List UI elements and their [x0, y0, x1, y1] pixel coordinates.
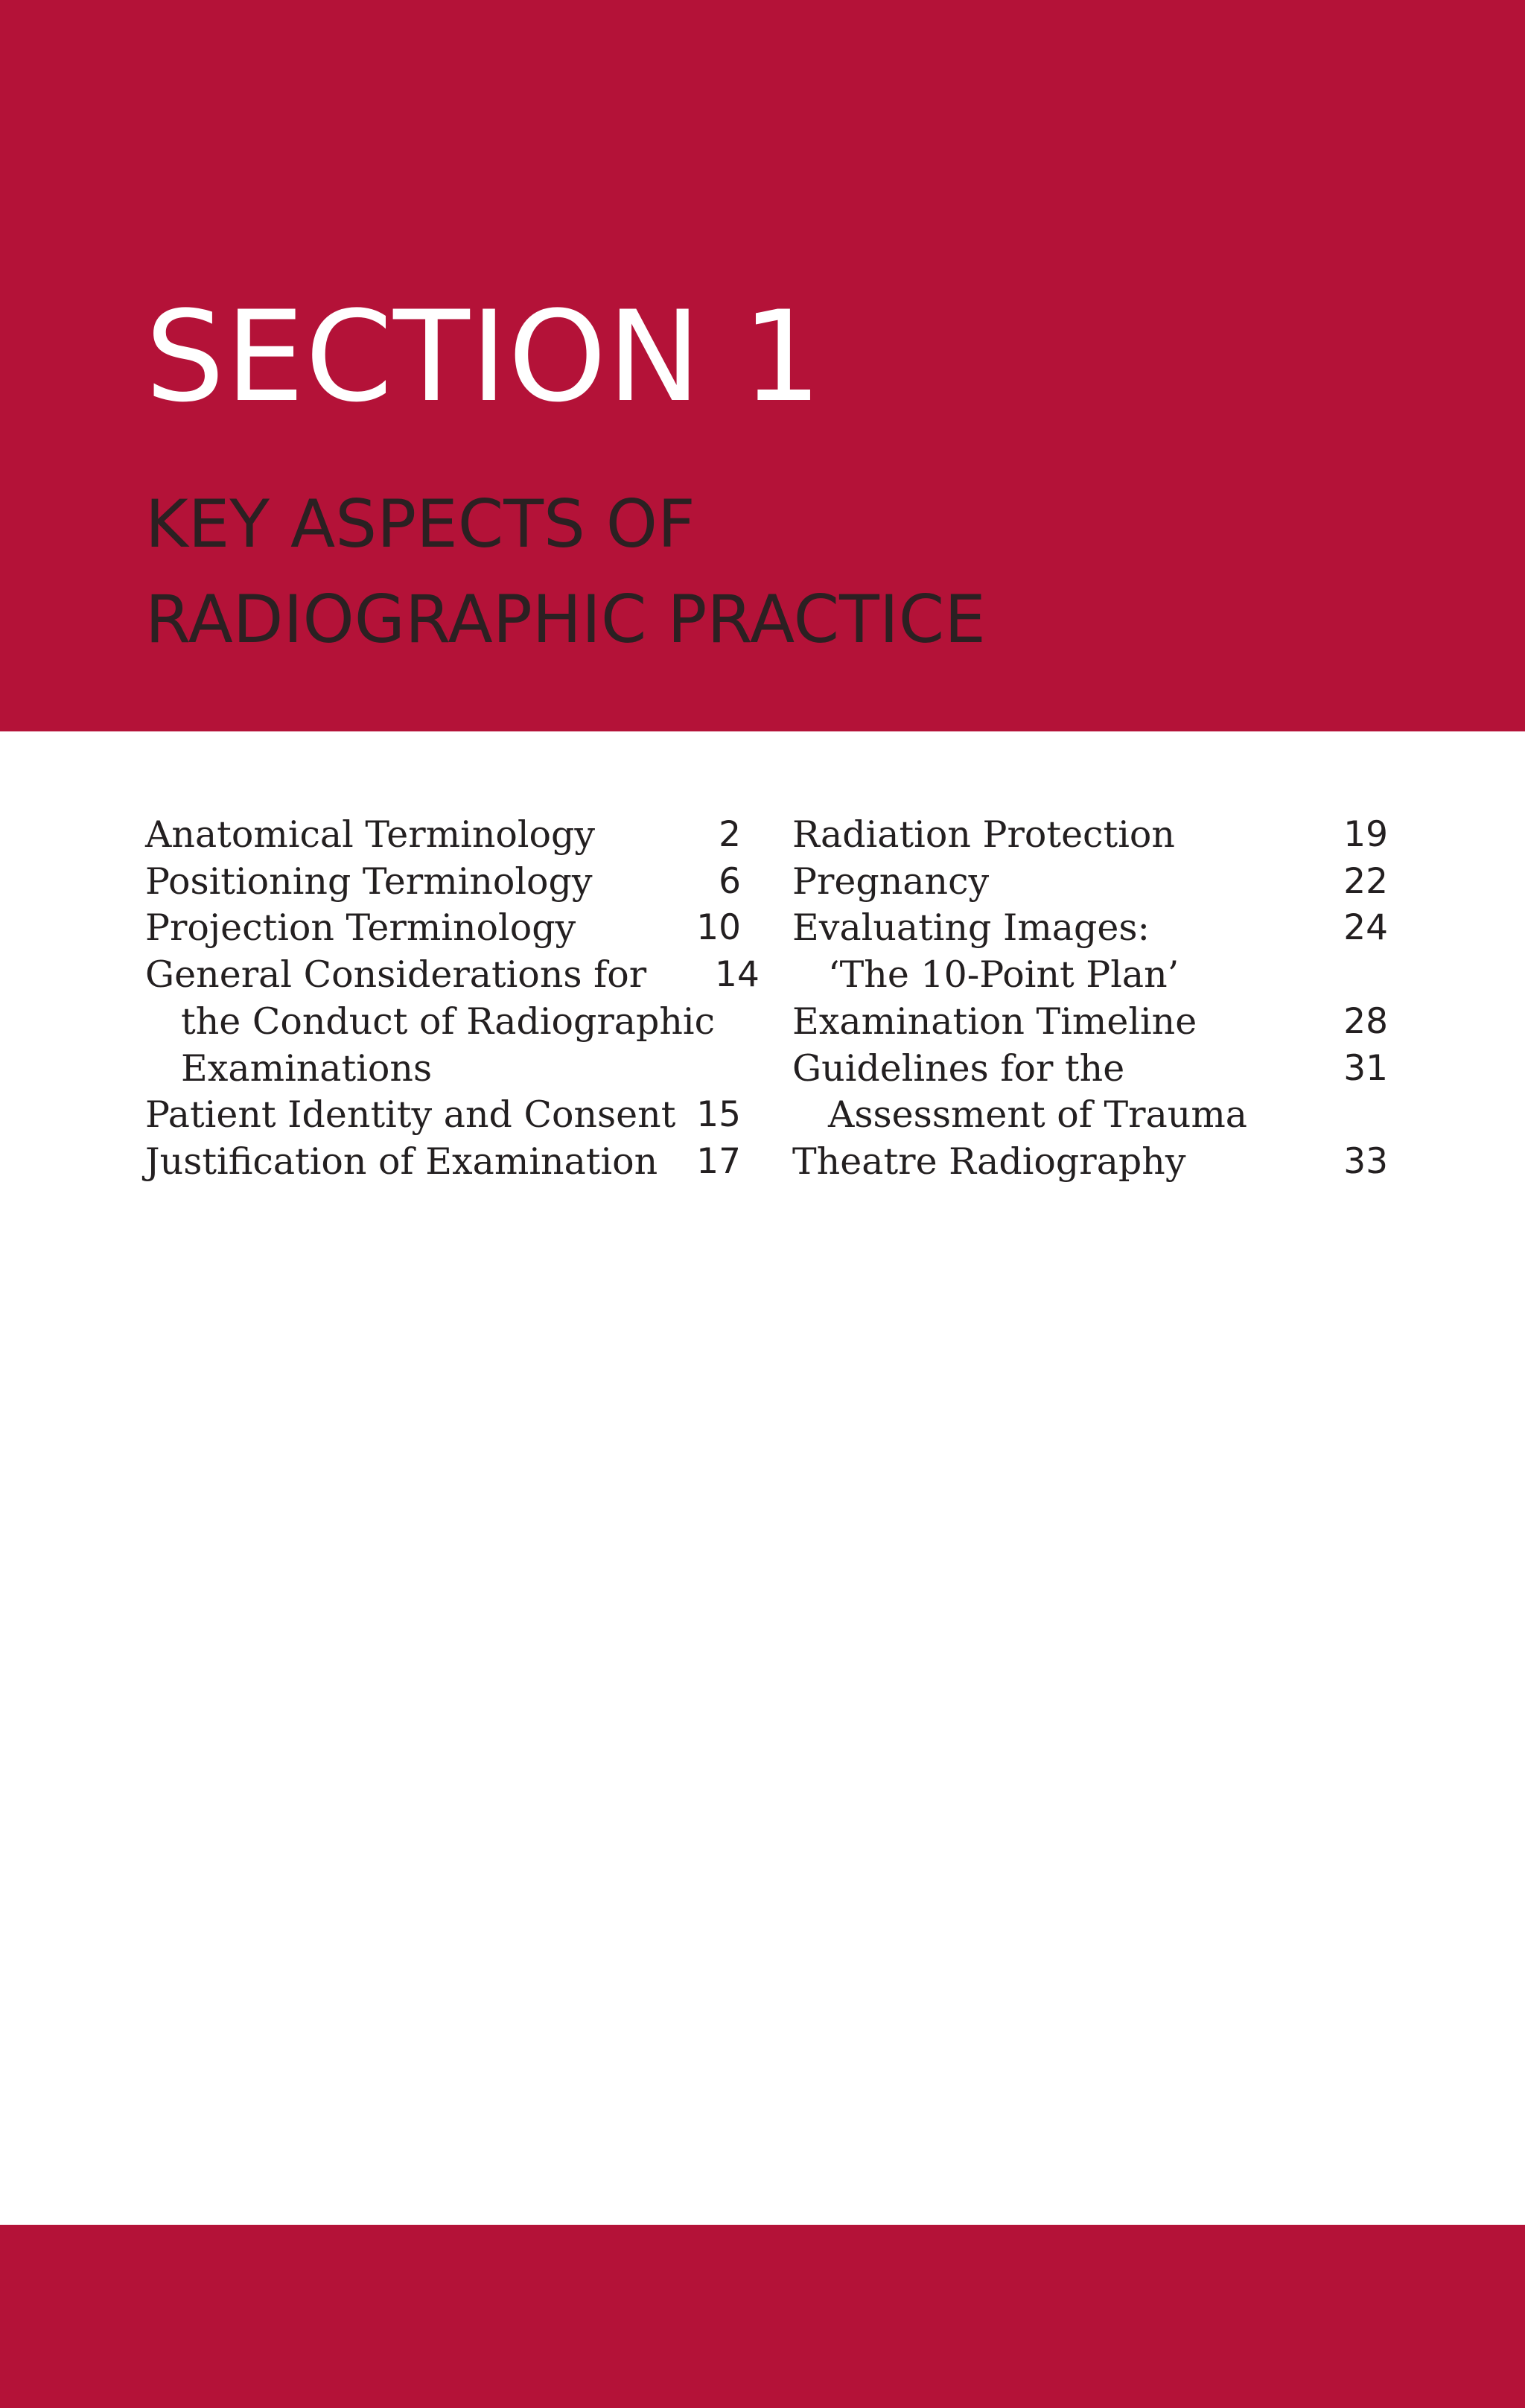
- toc-entry-title: [145, 812, 595, 859]
- toc-entry: [145, 905, 741, 952]
- toc-entry: [792, 999, 1388, 1046]
- toc-column-right: [792, 812, 1388, 1186]
- toc-entry-title-line: Assessment of Trauma: [828, 1093, 1248, 1137]
- section-number: SECTION 1: [145, 284, 823, 430]
- toc-entry-title: [145, 952, 715, 1092]
- toc-entry: [792, 859, 1388, 906]
- toc-entry-page-number: 19: [1343, 814, 1388, 855]
- toc-entry-title: [145, 1139, 658, 1186]
- toc-entry-title-line: Radiation Protection: [792, 813, 1175, 856]
- header-band: [0, 0, 1525, 731]
- toc-entry-title-line: Evaluating Images:: [792, 906, 1150, 950]
- toc-entry-title: [792, 859, 989, 906]
- toc-entry-page-number: 10: [696, 907, 741, 949]
- toc-entry-title-line: Examination Timeline: [792, 1000, 1197, 1043]
- toc-entry-page-number: 24: [1343, 907, 1388, 949]
- toc-entry-page-number: 14: [715, 954, 760, 996]
- toc-entry-title-line: the Conduct of Radiographic: [181, 1000, 716, 1043]
- toc-entry-title-line: Pregnancy: [792, 860, 990, 903]
- section-title: [145, 477, 986, 667]
- toc-entry-page-number: 15: [696, 1094, 741, 1136]
- toc-entry-page-number: 28: [1343, 1000, 1388, 1042]
- toc-entry-title: [145, 905, 576, 952]
- toc-entry-title-line: Theatre Radiography: [792, 1140, 1186, 1183]
- toc-entry-title-line: Positioning Terminology: [145, 860, 593, 903]
- toc-entry: [145, 1139, 741, 1186]
- toc-entry-page-number: 6: [719, 860, 741, 902]
- section-title-line-2: RADIOGRAPHIC PRACTICE: [145, 581, 986, 658]
- toc-entry-title-line: Justification of Examination: [145, 1140, 658, 1183]
- toc-entry: [145, 812, 741, 859]
- toc-entry-title-line: Patient Identity and Consent: [145, 1093, 676, 1137]
- toc-entry-page-number: 17: [696, 1140, 741, 1182]
- toc-entry-title-line: Projection Terminology: [145, 906, 576, 950]
- toc-entry-page-number: 33: [1343, 1140, 1388, 1182]
- toc-column-left: [145, 812, 760, 1186]
- toc-entry-title: [792, 1046, 1247, 1139]
- toc-entry-page-number: 22: [1343, 860, 1388, 902]
- section-title-line-1: KEY ASPECTS OF: [145, 486, 695, 562]
- toc-entry: [145, 952, 760, 1092]
- toc-entry: [792, 812, 1388, 859]
- toc-entry-page-number: 2: [719, 814, 741, 855]
- toc-entry-title: [145, 1092, 675, 1139]
- toc-entry-title: [792, 1139, 1186, 1186]
- toc-entry-title: [792, 905, 1179, 998]
- toc-entry-title: [792, 999, 1197, 1046]
- toc-entry-title-line: General Considerations for: [145, 953, 647, 997]
- toc-entry-title-line: Guidelines for the: [792, 1046, 1125, 1090]
- toc-entry-page-number: 31: [1343, 1047, 1388, 1089]
- footer-band: [0, 2225, 1525, 2408]
- toc-entry-title-line: Anatomical Terminology: [145, 813, 596, 856]
- toc-entry: [145, 859, 741, 906]
- toc-entry-title: [792, 812, 1175, 859]
- toc-entry-title: [145, 859, 593, 906]
- toc-entry: [792, 1046, 1388, 1139]
- toc-entry: [792, 905, 1388, 998]
- toc-entry: [145, 1092, 741, 1139]
- toc-entry: [792, 1139, 1388, 1186]
- toc-entry-title-line: Examinations: [181, 1046, 433, 1090]
- toc-entry-title-line: ‘The 10-Point Plan’: [828, 953, 1179, 997]
